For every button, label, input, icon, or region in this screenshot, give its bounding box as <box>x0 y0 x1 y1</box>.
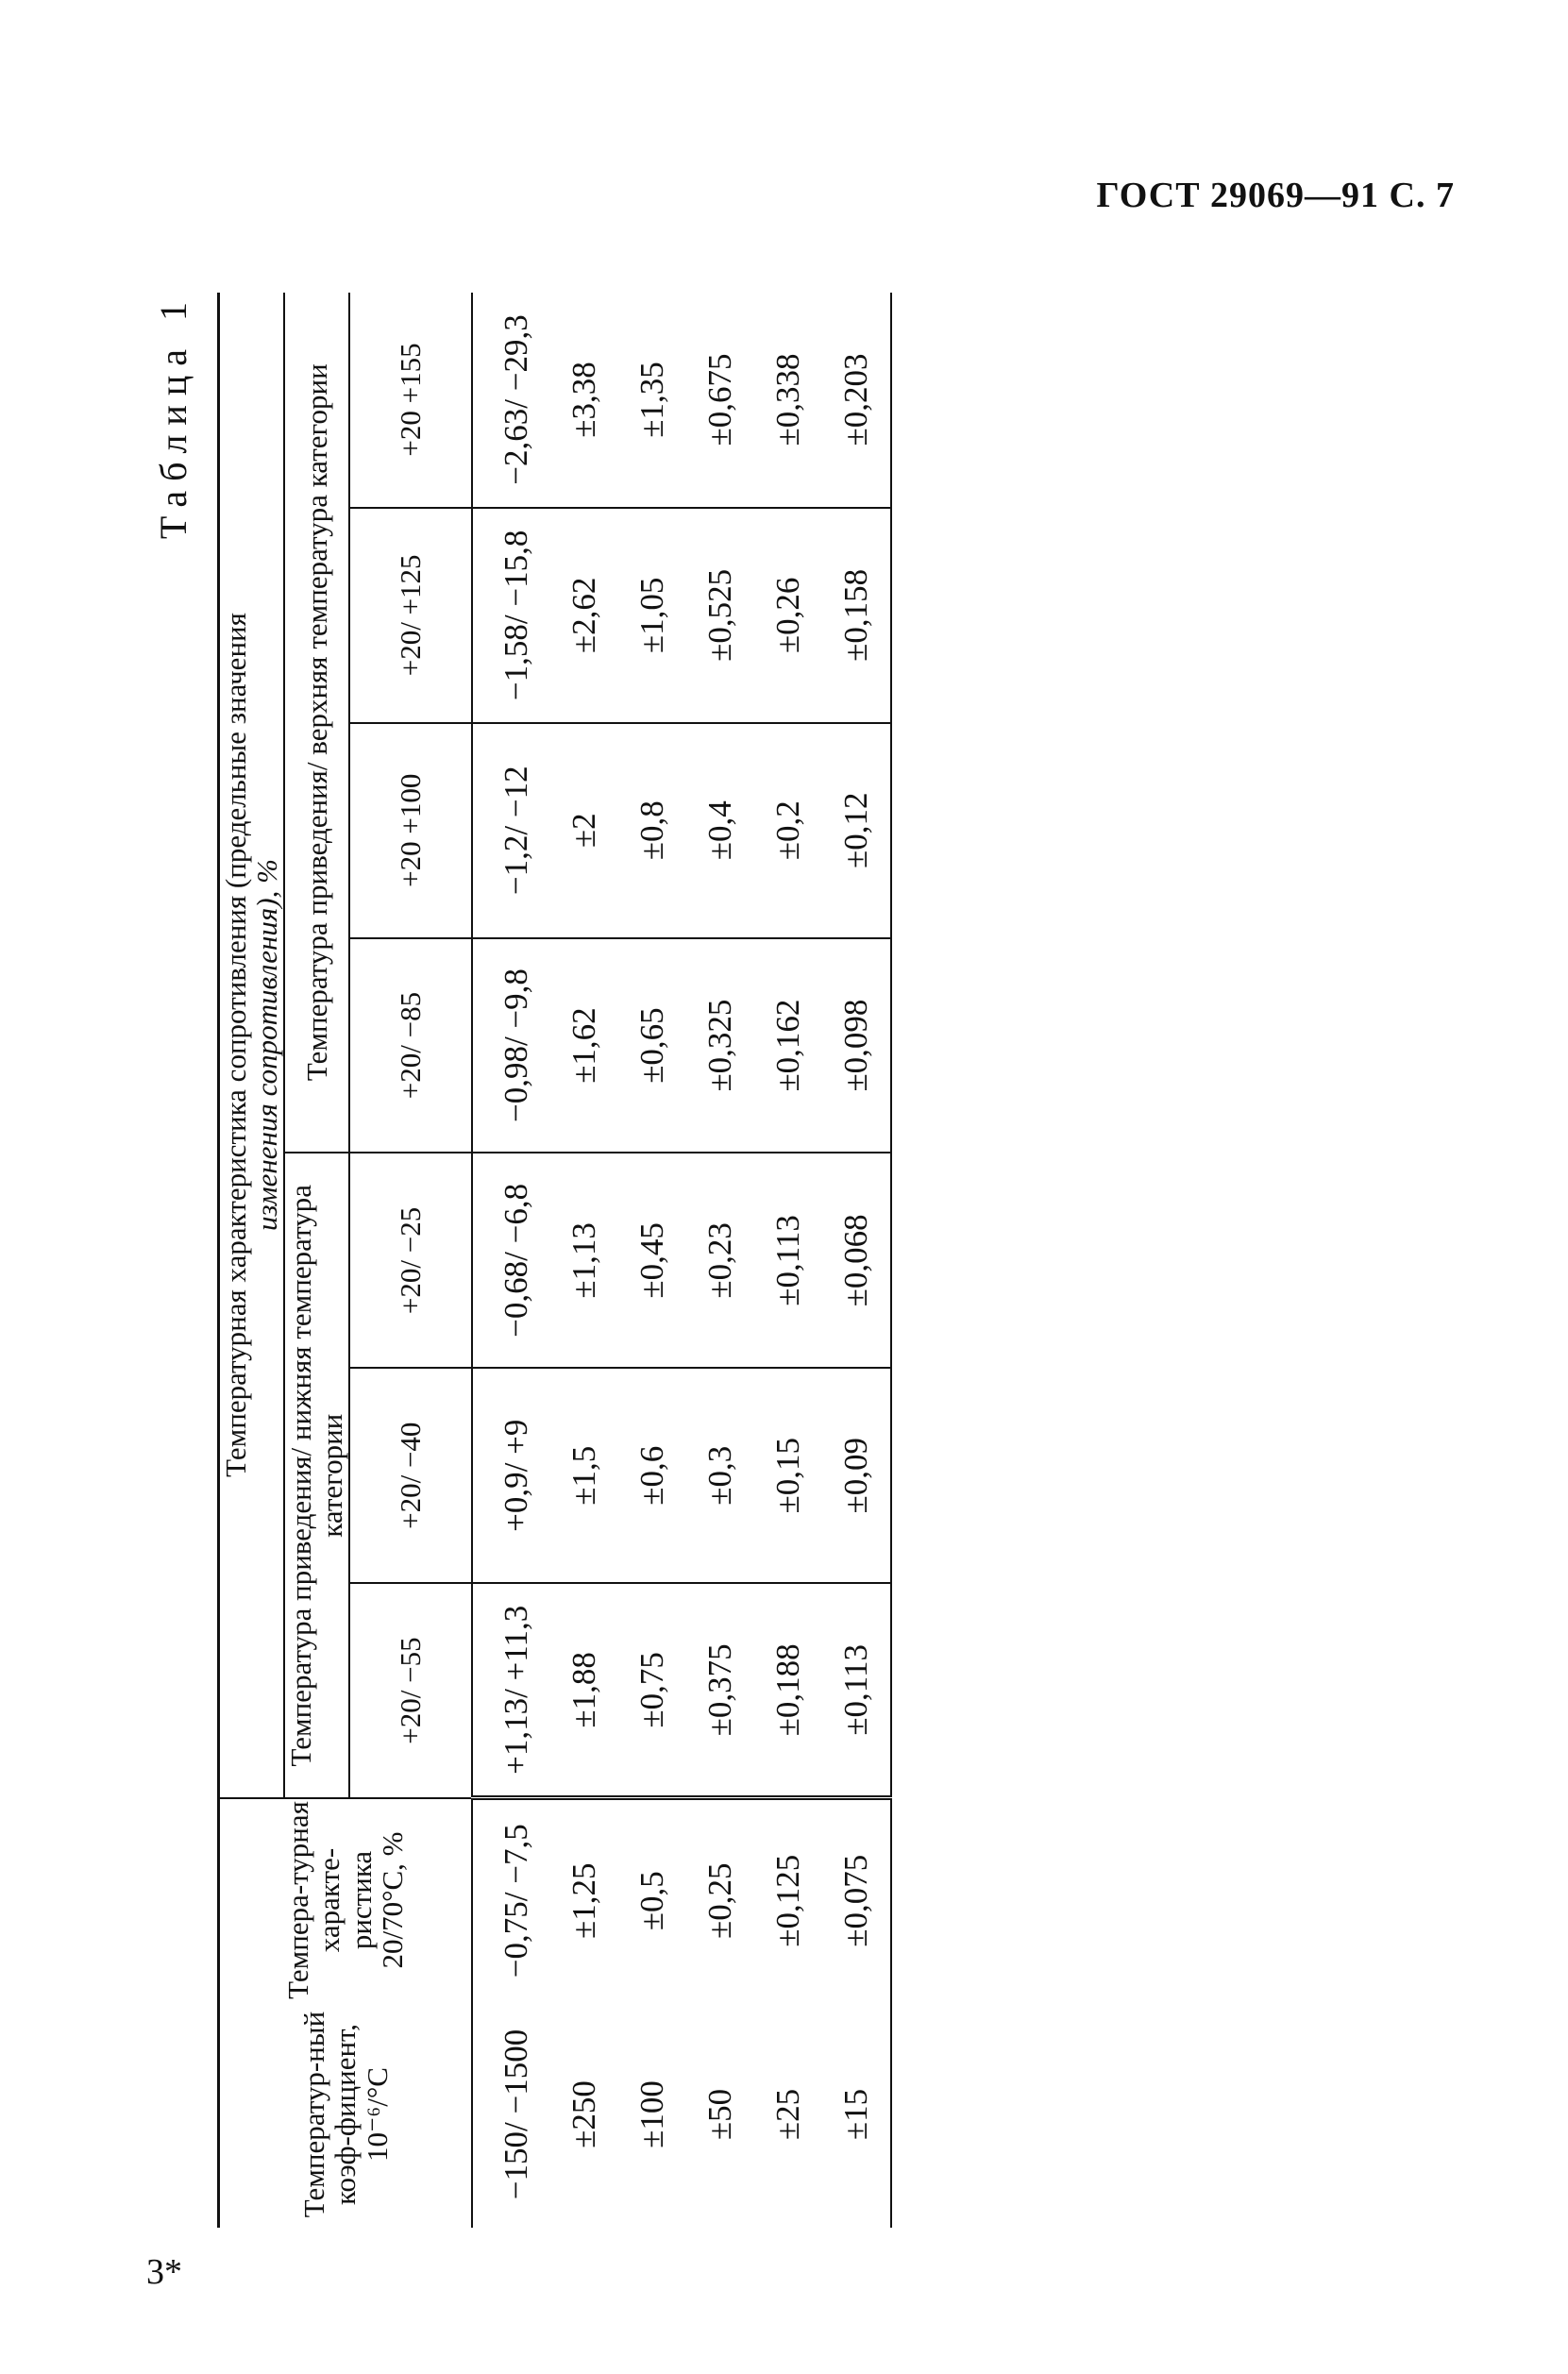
cell-value: ±0,203 <box>822 293 891 508</box>
cell-tk: ±250 <box>565 2080 602 2148</box>
cell-value: ±0,098 <box>822 938 891 1153</box>
cell-value: −0,68/ −6,8 <box>472 1153 550 1368</box>
table-caption: Таблица 1 <box>152 293 194 540</box>
cell-value: ±0,65 <box>618 938 686 1153</box>
cell-value: ±0,188 <box>754 1583 822 1798</box>
cell-value: ±0,6 <box>618 1368 686 1583</box>
cell-value: +0,9/ +9 <box>472 1368 550 1583</box>
cell-char: −0,75/ −7,5 <box>497 1824 534 1978</box>
table-row <box>472 293 550 2228</box>
cell-value: ±0,525 <box>686 508 754 723</box>
page-header: ГОСТ 29069—91 С. 7 <box>1096 176 1455 215</box>
page-number-footnote: 3* <box>146 2252 182 2292</box>
cell-value: ±1,35 <box>618 293 686 508</box>
header-group-main-line1: Температурная характеристика сопротивления (предельные значения <box>219 613 252 1477</box>
cell-value: ±0,068 <box>822 1153 891 1368</box>
cell-value: ±1,5 <box>550 1368 618 1583</box>
cell-value: ±1,13 <box>550 1153 618 1368</box>
cell-value: ±0,158 <box>822 508 891 723</box>
table-row <box>822 293 891 2228</box>
cell-value: ±2,62 <box>550 508 618 723</box>
sub-header-1: +20/ −55 <box>349 1583 472 1798</box>
cell-value: ±0,12 <box>822 723 891 938</box>
cell-char: ±0,125 <box>768 1854 806 1947</box>
table-row <box>754 293 822 2228</box>
header-group-main-line2: изменения сопротивления), % <box>250 859 284 1231</box>
cell-value: ±1,88 <box>550 1583 618 1798</box>
cell-tk: −150/ −1500 <box>497 2029 534 2200</box>
header-char: Темпера-турная характе-ристика 20/70°С, % <box>219 1798 472 2001</box>
table-row <box>686 293 754 2228</box>
cell-value: ±0,113 <box>822 1583 891 1798</box>
cell-value: ±0,4 <box>686 723 754 938</box>
cell-value: ±1,05 <box>618 508 686 723</box>
cell-value: ±0,45 <box>618 1153 686 1368</box>
cell-tk: ±15 <box>822 2001 891 2228</box>
sub-header-5: +20 +100 <box>349 723 472 938</box>
cell-value: −1,58/ −15,8 <box>472 508 550 723</box>
sub-header-6: +20/ +125 <box>349 508 472 723</box>
cell-value: ±3,38 <box>550 293 618 508</box>
sub-header-3: +20/ −25 <box>349 1153 472 1368</box>
cell-char: ±0,25 <box>700 1862 738 1939</box>
cell-value: ±0,162 <box>754 938 822 1153</box>
cell-value: ±0,09 <box>822 1368 891 1583</box>
sub-header-7: +20 +155 <box>349 293 472 508</box>
cell-tk: ±50 <box>700 2088 738 2141</box>
cell-char: ±0,5 <box>632 1871 670 1931</box>
cell-value: −1,2/ −12 <box>472 723 550 938</box>
cell-value: ±0,338 <box>754 293 822 508</box>
cell-value: ±0,75 <box>618 1583 686 1798</box>
cell-char: ±1,25 <box>565 1862 602 1939</box>
sub-header-4: +20/ −85 <box>349 938 472 1153</box>
header-group-upper: Температура приведения/ верхняя температура категории <box>284 293 349 1153</box>
header-tk: Температур-ный коэф-фициент, 10⁻⁶/°С <box>219 2001 472 2228</box>
resistance-table <box>217 293 892 2228</box>
cell-value: +1,13/ +11,3 <box>472 1583 550 1798</box>
cell-value: ±2 <box>550 723 618 938</box>
header-group-lower: Температура приведения/ нижняя температура категории <box>284 1153 349 1798</box>
cell-value: ±0,8 <box>618 723 686 938</box>
cell-tk: ±100 <box>632 2080 670 2148</box>
sub-header-2: +20/ −40 <box>349 1368 472 1583</box>
cell-value: −2,63/ −29,3 <box>472 293 550 508</box>
rotated-table-block <box>151 293 1095 2228</box>
cell-value: ±0,325 <box>686 938 754 1153</box>
cell-value: −0,98/ −9,8 <box>472 938 550 1153</box>
cell-value: ±0,2 <box>754 723 822 938</box>
cell-value: ±0,113 <box>754 1153 822 1368</box>
cell-value: ±0,675 <box>686 293 754 508</box>
table-row <box>618 293 686 2228</box>
cell-value: ±0,15 <box>754 1368 822 1583</box>
cell-value: ±0,375 <box>686 1583 754 1798</box>
cell-tk: ±25 <box>768 2088 806 2141</box>
cell-value: ±0,23 <box>686 1153 754 1368</box>
cell-value: ±0,26 <box>754 508 822 723</box>
cell-char: ±0,075 <box>822 1798 891 2001</box>
header-group-main <box>219 293 284 1798</box>
cell-value: ±1,62 <box>550 938 618 1153</box>
cell-value: ±0,3 <box>686 1368 754 1583</box>
table-row <box>550 293 618 2228</box>
